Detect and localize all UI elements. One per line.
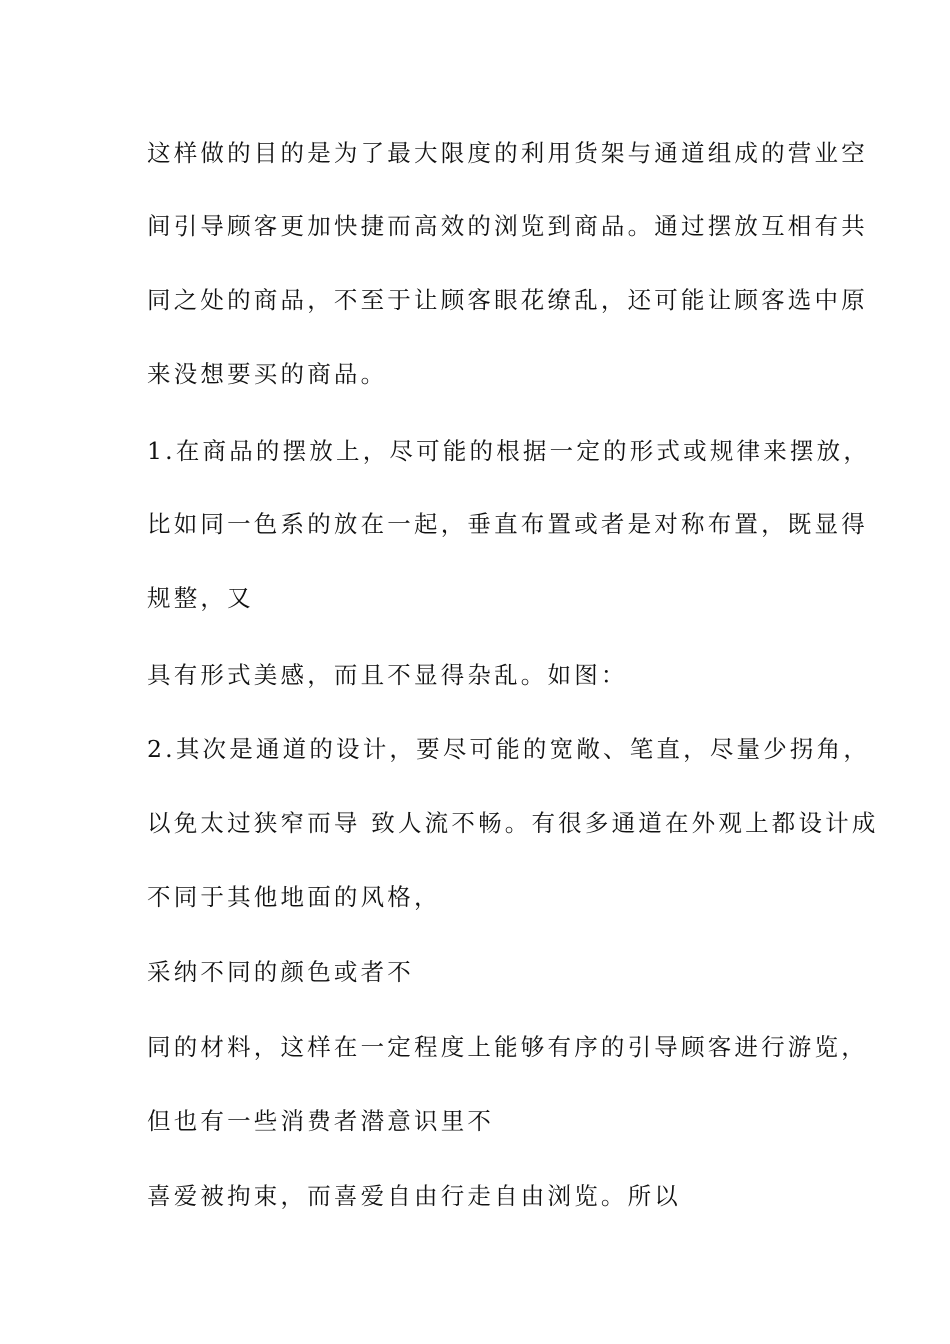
text-line: 这样做的目的是为了最大限度的利用货架与通道组成的营业空 <box>147 139 868 167</box>
text-line: 不同于其他地面的风格， <box>147 883 441 911</box>
text-line: 具有形式美感，而且不显得杂乱。如图： <box>147 661 628 689</box>
text-line: 间引导顾客更加快捷而高效的浏览到商品。通过摆放互相有共 <box>147 212 868 240</box>
text-line: 2.其次是通道的设计，要尽可能的宽敞、笔直，尽量少拐角， <box>147 735 871 763</box>
text-line: 同之处的商品，不至于让顾客眼花缭乱，还可能让顾客选中原 <box>147 286 868 314</box>
text-line: 比如同一色系的放在一起，垂直布置或者是对称布置，既显得 <box>147 510 868 538</box>
text-line: 以免太过狭窄而导 致人流不畅。有很多通道在外观上都设计成 <box>147 809 879 837</box>
text-line: 1.在商品的摆放上，尽可能的根据一定的形式或规律来摆放， <box>147 437 871 465</box>
text-line: 来没想要买的商品。 <box>147 360 388 388</box>
text-line: 喜爱被拘束，而喜爱自由行走自由浏览。所以 <box>147 1182 681 1210</box>
text-line: 规整，又 <box>147 584 254 612</box>
text-line: 但也有一些消费者潜意识里不 <box>147 1107 495 1135</box>
text-line: 同的材料，这样在一定程度上能够有序的引导顾客进行游览， <box>147 1033 868 1061</box>
text-line: 采纳不同的颜色或者不 <box>147 958 414 986</box>
